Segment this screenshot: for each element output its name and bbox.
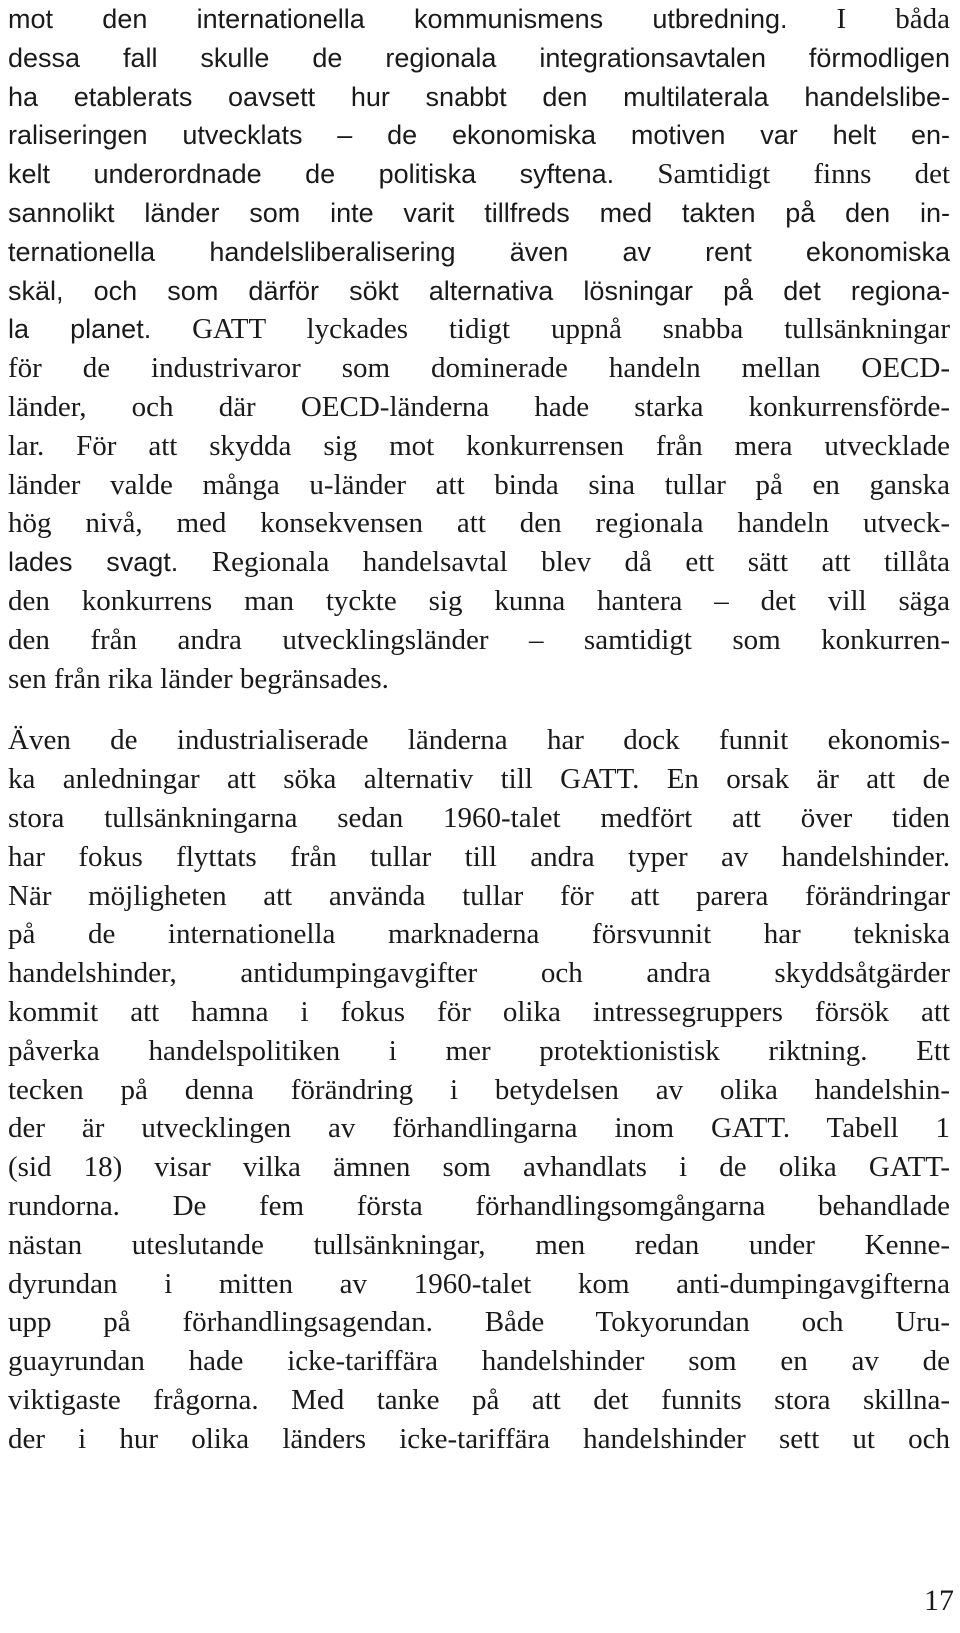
text-line [8, 660, 950, 699]
paragraph-1 [8, 0, 958, 698]
text-line [8, 1265, 950, 1304]
text-line [8, 466, 950, 505]
text-segment: länder valde många u-länder att binda sina tullar på en ganska [8, 468, 950, 501]
text-segment: lar. För att skydda sig mot konkurrensen från mera utvecklade [8, 429, 950, 462]
text-line [8, 621, 950, 660]
text-segment: handelshinder, antidumpingavgifter och andra skyddsåtgärder [8, 957, 950, 990]
text-segment: påverka handelspolitiken i mer protektionistisk riktning. Ett [8, 1034, 950, 1067]
text-line [8, 1226, 950, 1265]
text-line [8, 310, 950, 349]
text-segment: (sid 18) visar vilka ämnen som avhandlats i de olika GATT- [8, 1151, 950, 1184]
text-line [8, 194, 950, 233]
text-segment: för de industrivaror som dominerade handeln mellan OECD- [8, 352, 950, 385]
text-segment: sen från rika länder begränsades. [8, 662, 389, 695]
text-line [8, 1148, 950, 1187]
text-segment: ka anledningar att söka alternativ till GATT. En orsak är att de [8, 763, 950, 796]
text-segment: la planet. [8, 314, 152, 345]
text-line [8, 582, 950, 621]
text-line [8, 1303, 950, 1342]
text-segment: på de internationella marknaderna försvunnit har tekniska [8, 918, 950, 951]
text-line [8, 993, 950, 1032]
document-body [8, 0, 958, 1458]
text-line [8, 155, 950, 194]
text-segment: har fokus flyttats från tullar till andra typer av handelshinder. [8, 840, 950, 873]
text-segment: I båda [787, 3, 950, 35]
text-segment: raliseringen utvecklats – de ekonomiska motiven var helt en- [8, 120, 950, 151]
text-segment: dyrundan i mitten av 1960-talet kom anti-dumpingavgifterna [8, 1267, 950, 1300]
text-segment: lades svagt. [8, 547, 179, 578]
text-line [8, 799, 950, 838]
text-line [8, 427, 950, 466]
text-line [8, 504, 950, 543]
text-line [8, 1342, 950, 1381]
text-segment: dessa fall skulle de regionala integrationsavtalen förmodligen [8, 42, 950, 73]
text-segment: ha etablerats oavsett hur snabbt den multilaterala handelslibe- [8, 81, 950, 112]
text-segment: viktigaste frågorna. Med tanke på att det funnits stora skillna- [8, 1383, 950, 1416]
text-segment: När möjligheten att använda tullar för att parera förändringar [8, 879, 950, 912]
text-segment: ternationella handelsliberalisering även av rent ekonomiska [8, 236, 950, 267]
text-segment: kommit att hamna i fokus för olika intressegruppers försök att [8, 995, 950, 1028]
text-line [8, 760, 950, 799]
paragraph-gap [8, 698, 958, 721]
text-segment: Även de industrialiserade länderna har dock funnit ekonomis- [8, 724, 950, 757]
text-segment: den från andra utvecklingsländer – samtidigt som konkurren- [8, 623, 950, 656]
page-number: 17 [924, 1584, 954, 1617]
text-line [8, 721, 950, 760]
text-line [8, 272, 950, 311]
text-segment: Regionala handelsavtal blev då ett sätt att tillåta [178, 546, 950, 579]
text-segment: rundorna. De fem första förhandlingsomgångarna behandlade [8, 1189, 950, 1222]
text-segment: kelt underordnade de politiska syftena. [8, 159, 615, 190]
text-segment: stora tullsänkningarna sedan 1960-talet medfört att över tiden [8, 801, 950, 834]
text-line [8, 877, 950, 916]
text-line [8, 543, 950, 582]
text-segment: tecken på denna förändring i betydelsen av olika handelshin- [8, 1073, 950, 1106]
text-line [8, 39, 950, 78]
text-segment: sannolikt länder som inte varit tillfreds med takten på den in- [8, 197, 950, 228]
text-line [8, 388, 950, 427]
text-segment: den konkurrens man tyckte sig kunna hantera – det vill säga [8, 584, 950, 617]
text-segment: der i hur olika länders icke-tariffära handelshinder sett ut och [8, 1422, 950, 1455]
text-line [8, 1071, 950, 1110]
text-segment: skäl, och som därför sökt alternativa lösningar på det regiona- [8, 275, 950, 306]
text-segment: Samtidigt finns det [614, 158, 951, 191]
text-segment: mot den internationella kommunismens utbredning. [8, 4, 788, 34]
text-segment: hög nivå, med konsekvensen att den regionala handeln utveck- [8, 507, 950, 540]
text-segment: nästan uteslutande tullsänkningar, men redan under Kenne- [8, 1228, 950, 1261]
paragraph-2 [8, 721, 958, 1458]
text-line [8, 0, 950, 39]
text-segment: GATT lyckades tidigt uppnå snabba tullsänkningar [151, 313, 950, 346]
text-line [8, 116, 950, 155]
text-line [8, 1109, 950, 1148]
text-segment: der är utvecklingen av förhandlingarna inom GATT. Tabell 1 [8, 1112, 950, 1145]
text-line [8, 1187, 950, 1226]
text-line [8, 78, 950, 117]
text-line [8, 915, 950, 954]
text-line [8, 954, 950, 993]
text-segment: upp på förhandlingsagendan. Både Tokyorundan och Uru- [8, 1306, 950, 1339]
text-line [8, 1420, 950, 1459]
text-line [8, 1032, 950, 1071]
text-segment: guayrundan hade icke-tariffära handelshinder som en av de [8, 1345, 950, 1378]
text-segment: länder, och där OECD-länderna hade starka konkurrensförde- [8, 390, 950, 423]
text-line [8, 1381, 950, 1420]
text-line [8, 838, 950, 877]
text-line [8, 233, 950, 272]
text-line [8, 349, 950, 388]
